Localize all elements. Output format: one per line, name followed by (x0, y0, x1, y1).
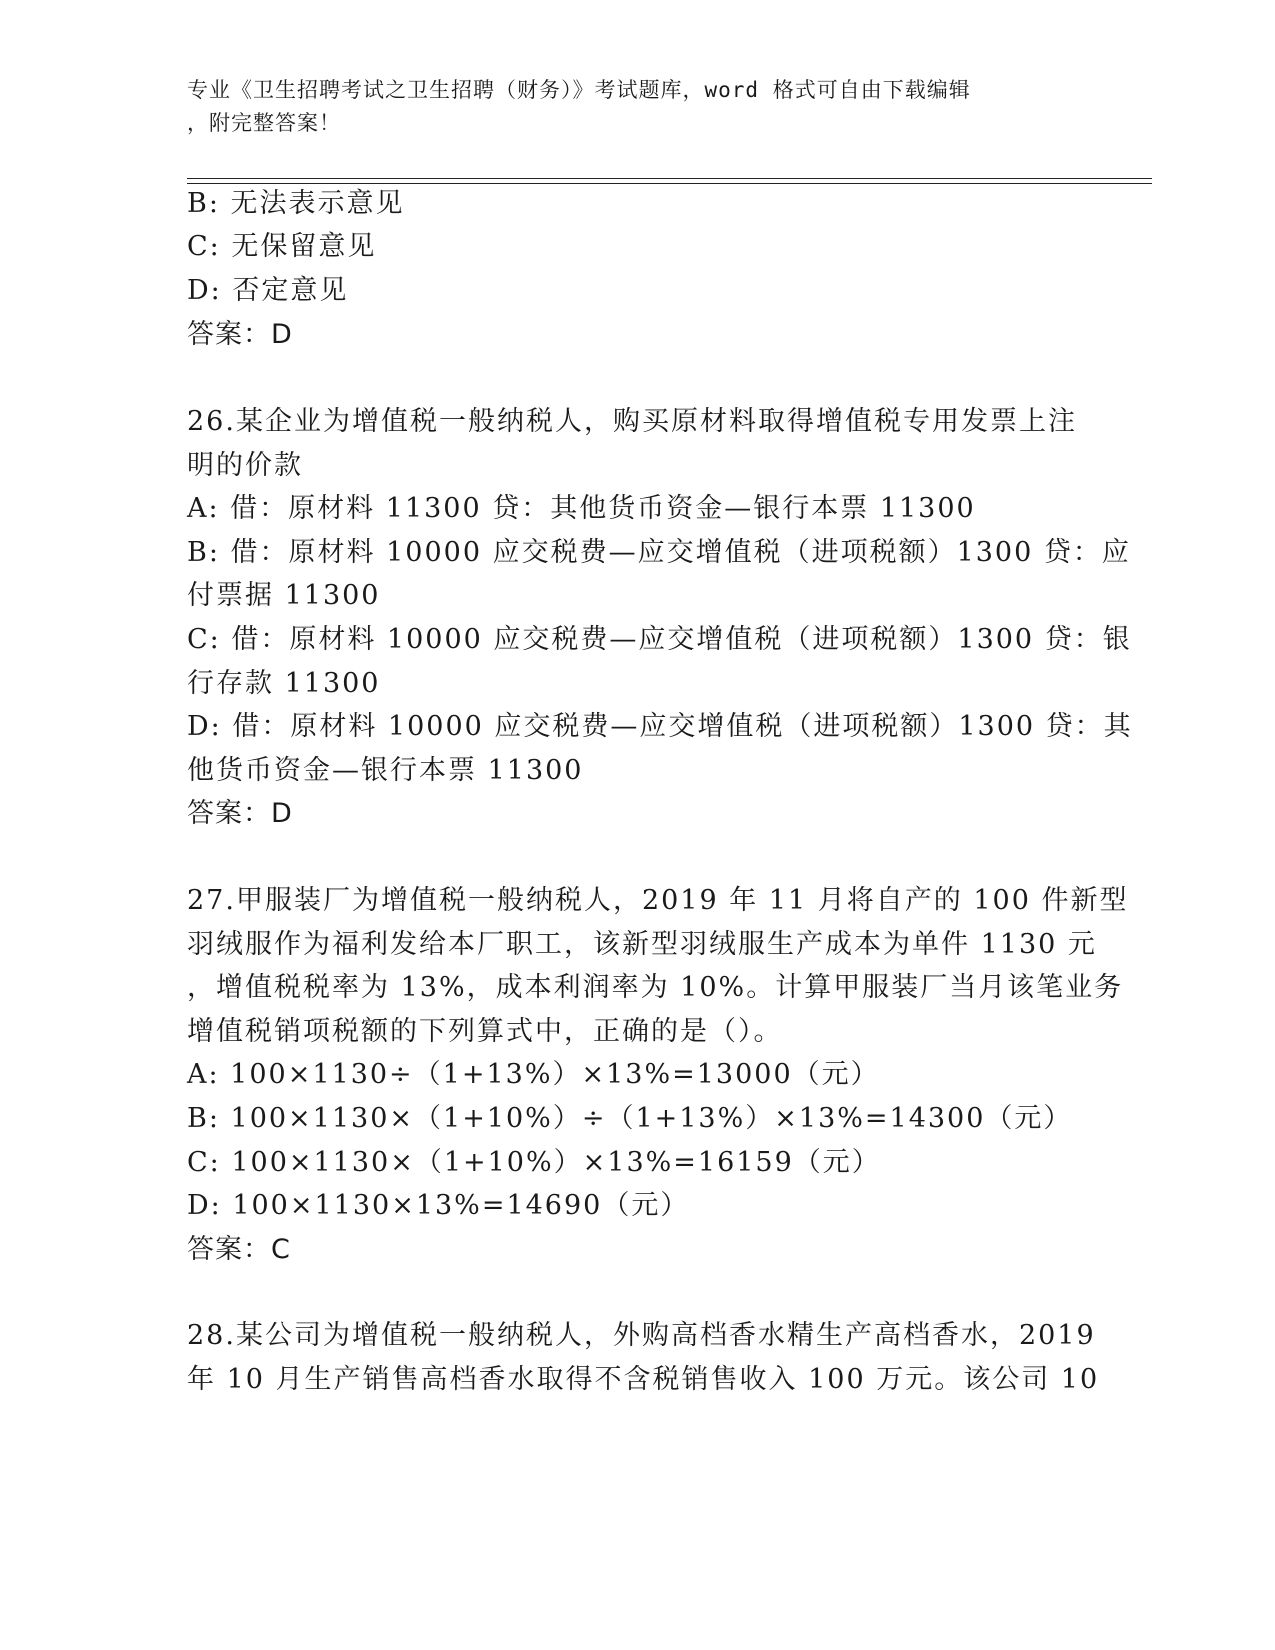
answer-26: 答案：D (187, 798, 293, 829)
header-divider-bottom (187, 183, 1152, 184)
option-d: D: 否定意见 (187, 275, 349, 306)
question-26-line-1: 26.某企业为增值税一般纳税人，购买原材料取得增值税专用发票上注 (187, 406, 1077, 437)
q26-option-d-line-1: D: 借：原材料 10000 应交税费—应交增值税（进项税额）1300 贷：其 (187, 711, 1133, 742)
q27-option-c: C: 100×1130×（1+10%）×13%=16159（元） (187, 1147, 881, 1178)
answer-25: 答案：D (187, 319, 293, 350)
question-27-line-3: ，增值税税率为 13%，成本利润率为 10%。计算甲服装厂当月该笔业务 (187, 972, 1124, 1003)
q26-option-c-line-1: C: 借：原材料 10000 应交税费—应交增值税（进项税额）1300 贷：银 (187, 624, 1132, 655)
q26-option-d-line-2: 他货币资金—银行本票 11300 (187, 755, 584, 786)
question-28-line-1: 28.某公司为增值税一般纳税人，外购高档香水精生产高档香水，2019 (187, 1320, 1096, 1351)
question-28-line-2: 年 10 月生产销售高档香水取得不含税销售收入 100 万元。该公司 10 (187, 1364, 1100, 1395)
option-c: C: 无保留意见 (187, 231, 377, 262)
question-26-line-2: 明的价款 (187, 450, 303, 481)
header-divider-top (187, 178, 1152, 179)
document-header (187, 74, 1087, 140)
question-27-line-2: 羽绒服作为福利发给本厂职工，该新型羽绒服生产成本为单件 1130 元 (187, 929, 1097, 960)
question-27-line-4: 增值税销项税额的下列算式中，正确的是（）。 (187, 1016, 783, 1047)
q26-option-a: A: 借：原材料 11300 贷：其他货币资金—银行本票 11300 (187, 493, 976, 524)
header-line-1: 专业《卫生招聘考试之卫生招聘（财务）》考试题库，word 格式可自由下载编辑 (187, 78, 971, 102)
q27-option-a: A: 100×1130÷（1+13%）×13%=13000（元） (187, 1059, 880, 1090)
question-27-line-1: 27.甲服装厂为增值税一般纳税人，2019 年 11 月将自产的 100 件新型 (187, 885, 1129, 916)
q27-option-d: D: 100×1130×13%=14690（元） (187, 1190, 690, 1221)
answer-27: 答案：C (187, 1234, 291, 1265)
q26-option-b-line-1: B: 借：原材料 10000 应交税费—应交增值税（进项税额）1300 贷：应 (187, 537, 1131, 568)
header-line-2: ，附完整答案！ (187, 111, 341, 135)
option-b: B: 无法表示意见 (187, 188, 405, 219)
q27-option-b: B: 100×1130×（1+10%）÷（1+13%）×13%=14300（元） (187, 1103, 1073, 1134)
q26-option-b-line-2: 付票据 11300 (187, 580, 381, 611)
q26-option-c-line-2: 行存款 11300 (187, 668, 381, 699)
